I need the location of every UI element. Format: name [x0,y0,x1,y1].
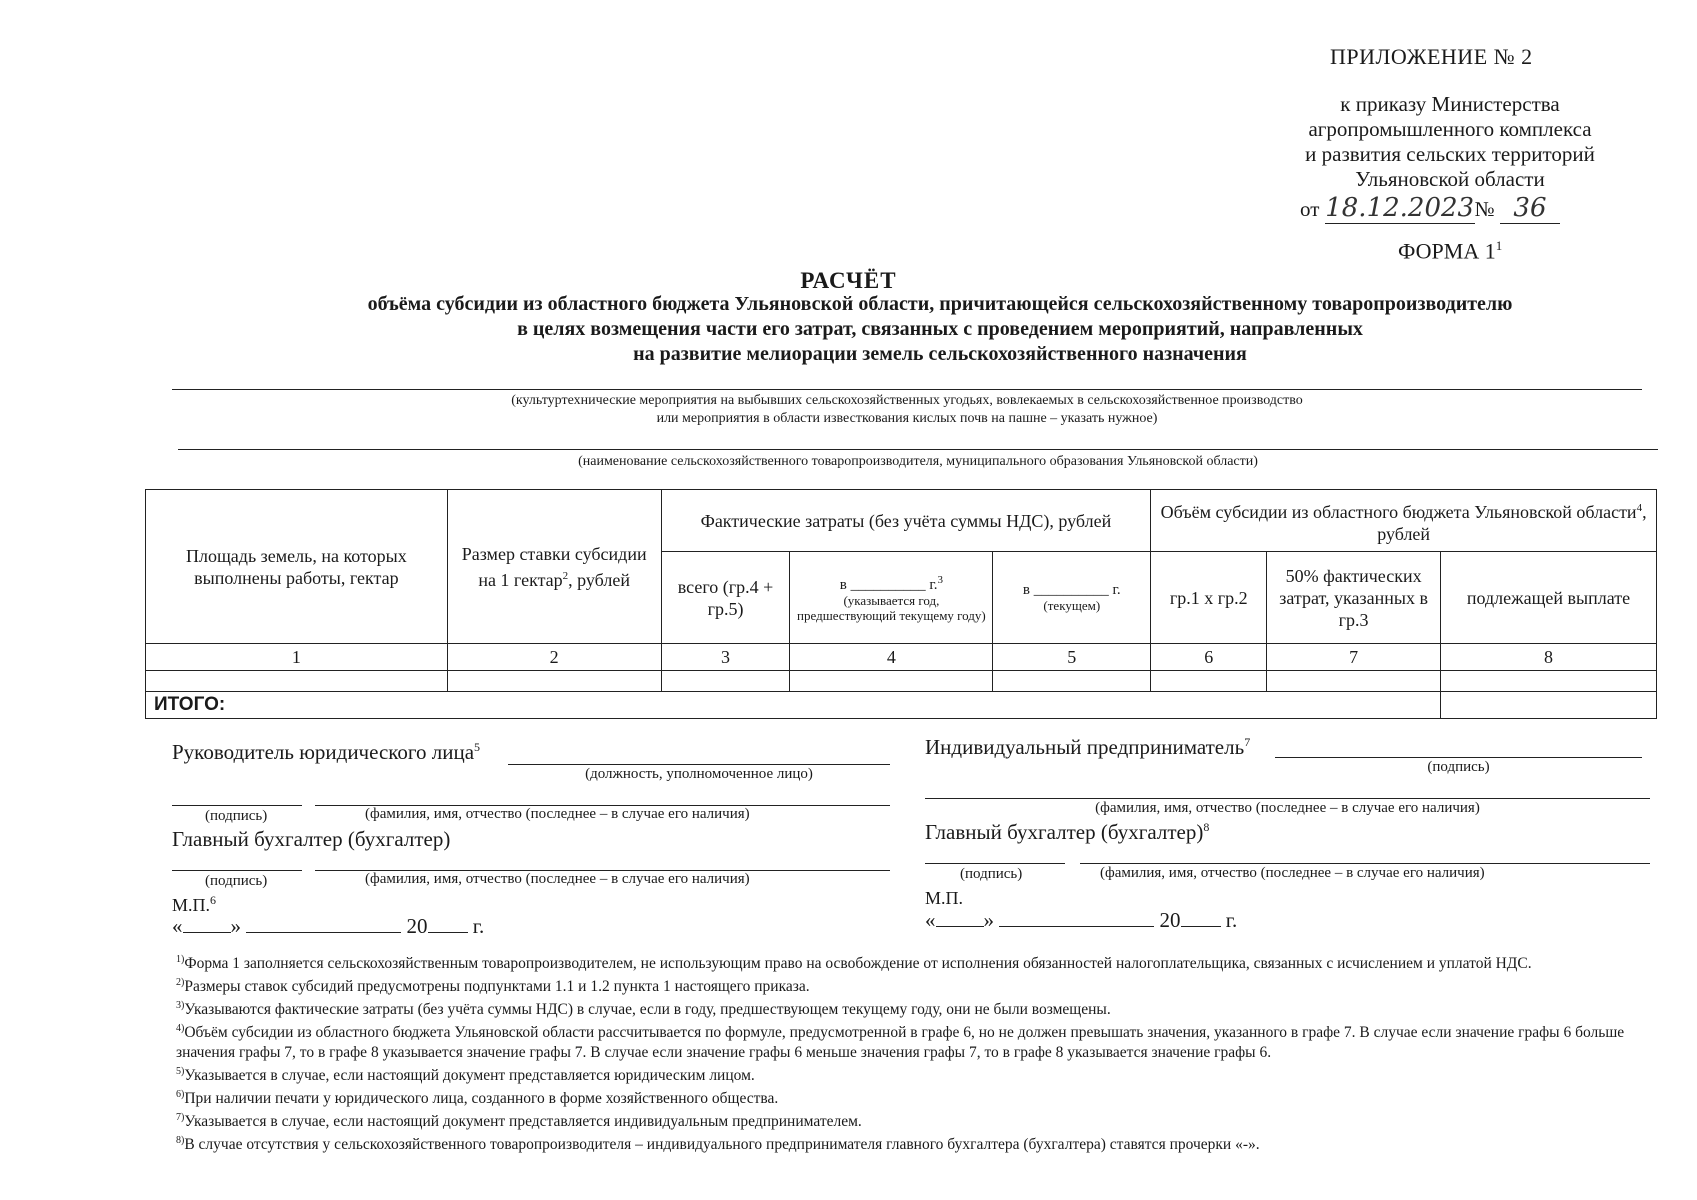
cell-prev-year-costs[interactable] [790,671,993,692]
fio-caption: (фамилия, имя, отчество (последнее – в случае его наличия) [1100,865,1485,881]
order-number-handwritten: 36 [1500,193,1560,224]
date-month-field[interactable] [246,932,401,933]
footnote-text: Объём субсидии из областного бюджета Ульяновской области рассчитывается по формуле, предусмотренной в графе 6, но не должен превышать значения, указанного в графе 7. В случае если значение графы 6 больше значения графы 7, то в графе 8 указывается значение графы 7. В случае если значение графы 6 меньше значения графы 7, то в графе 8 указывается значение графы 6. [176,1024,1625,1061]
header-formula: гр.1 х гр.2 [1151,552,1267,644]
footnote-mark: 5 [474,740,481,754]
date-year-suffix: г. [472,914,485,938]
order-date-handwritten: 18.12.2023 [1325,193,1475,223]
activity-hint-line: или мероприятия в области известкования кислых почв на пашне – указать нужное) [656,411,1158,426]
footnote-mark: 7 [1244,735,1251,749]
footnote [176,1085,1666,1108]
date-year-suffix: г. [1225,908,1238,932]
prev-year-hint: (указывается год, предшествующий текущему году) [797,592,986,623]
fio-caption: (фамилия, имя, отчество (последнее – в случае его наличия) [1095,800,1480,816]
date-quote-close: » [230,914,241,938]
footnote-number: 7) [176,1111,185,1123]
signature-caption: (подпись) [205,873,268,889]
producer-field-hint: (наименование сельскохозяйственного товаропроизводителя, муниципального образования Ульяновской области) [578,454,1258,469]
cell-area[interactable] [146,671,448,692]
date-day-field[interactable] [183,932,231,933]
cell-total-to-pay[interactable] [1441,692,1657,719]
accountant-signature-line[interactable] [172,870,302,871]
footnote-number: 8) [176,1135,185,1147]
subsidy-calculation-table [145,489,1657,719]
form-label [1398,238,1502,264]
footnote-text: Форма 1 заполняется сельскохозяйственным товаропроизводителем, не использующим право на освобождение от исполнения обязанностей налогоплательщика, связанных с исчислением и уплатой НДС. [184,955,1532,973]
header-rate-unit: , рублей [568,569,630,590]
signature-caption: (подпись) [1427,759,1490,775]
entrepreneur-fio-line[interactable] [925,798,1650,799]
entrepreneur-accountant-fio-line[interactable] [1080,863,1650,864]
fio-caption: (фамилия, имя, отчество (последнее – в случае его наличия) [365,806,750,822]
order-reference [1260,92,1640,192]
footnotes [176,950,1666,1154]
date-quote-open: « [925,908,936,932]
document-title: РАСЧЁТ [800,268,897,293]
entrepreneur-text: Индивидуальный предприниматель [925,735,1245,759]
footnote [176,973,1666,996]
footnote-mark: 6 [210,893,217,907]
header-prev-year-costs [790,552,993,644]
date-quote-open: « [172,914,183,938]
legal-entity-head-label [172,740,480,765]
column-number: 6 [1151,644,1267,671]
footnote [176,950,1666,973]
activity-field-line[interactable] [172,389,1642,390]
order-line: к приказу Министерства [1340,92,1560,116]
footnote-text: В случае отсутствия у сельскохозяйственного товаропроизводителя – индивидуального предпринимателя главного бухгалтера (бухгалтера) ставятся прочерки «-». [184,1136,1260,1154]
footnote-number: 3) [176,1000,185,1012]
order-date-line [1300,193,1560,224]
cell-total-costs[interactable] [661,671,790,692]
cell-fifty-percent[interactable] [1267,671,1441,692]
footnote-mark: 8 [1203,820,1210,834]
order-number-prefix: № [1474,197,1495,221]
document-subtitle [200,292,1680,367]
footnote-number: 6) [176,1088,185,1100]
header-rate-text: Размер ставки субсидии на 1 гектар [461,543,647,590]
seal-label [172,893,216,916]
prev-year-field: в __________ г. [839,576,938,593]
header-fifty-percent: 50% фактических затрат, указанных в гр.3 [1267,552,1441,644]
position-field-line[interactable] [508,764,890,765]
entrepreneur-label [925,735,1250,760]
date-quote-close: » [983,908,994,932]
chief-accountant-text: Главный бухгалтер (бухгалтер) [925,820,1204,844]
footnote-number: 1) [176,954,185,965]
entrepreneur-chief-accountant-label [925,820,1209,845]
header-subsidy-volume [1151,490,1657,552]
header-to-pay: подлежащей выплате [1441,552,1657,644]
footnote-text: Размеры ставок субсидий предусмотрены подпунктами 1.1 и 1.2 пункта 1 настоящего приказа. [184,978,810,996]
producer-field-line[interactable] [178,449,1658,450]
entrepreneur-accountant-signature-line[interactable] [925,863,1065,864]
date-day-field[interactable] [936,926,984,927]
seal-text: М.П. [172,895,211,915]
column-number: 1 [146,644,448,671]
date-year-prefix: 20 [1159,908,1181,932]
subtitle-line: в целях возмещения части его затрат, связанных с проведением мероприятий, направленных [517,318,1363,340]
chief-accountant-label: Главный бухгалтер (бухгалтер) [172,827,451,851]
column-number: 7 [1267,644,1441,671]
entrepreneur-signature-line[interactable] [1275,757,1642,758]
footnote [176,1108,1666,1131]
subtitle-line: объёма субсидии из областного бюджета Ульяновской области, причитающейся сельскохозяйственному товаропроизводителю [367,293,1513,315]
cell-to-pay[interactable] [1441,671,1657,692]
order-line: Ульяновской области [1355,167,1545,191]
seal-label-right: М.П. [925,888,964,908]
footnote [176,1019,1666,1061]
header-total-costs: всего (гр.4 + гр.5) [661,552,790,644]
footnote-text: Указывается в случае, если настоящий документ представляется индивидуальным предпринимателем. [184,1113,862,1131]
head-signature-line[interactable] [172,805,302,806]
fio-caption: (фамилия, имя, отчество (последнее – в случае его наличия) [365,871,750,887]
footnote-text: Указываются фактические затраты (без учёта суммы НДС) в случае, если в году, предшествующем текущему году, они не были возмещены. [184,1001,1111,1019]
position-field-caption: (должность, уполномоченное лицо) [585,766,813,782]
cell-current-year-costs[interactable] [993,671,1151,692]
order-line: и развития сельских территорий [1305,142,1595,166]
signature-caption: (подпись) [960,866,1023,882]
cell-rate[interactable] [447,671,661,692]
header-actual-costs: Фактические затраты (без учёта суммы НДС), рублей [661,490,1151,552]
header-current-year-costs [993,552,1151,644]
date-year-field[interactable] [1181,926,1221,927]
total-row [146,692,1657,719]
header-rate [447,490,661,644]
footnote [176,1131,1666,1154]
footnote-number: 4) [176,1023,185,1035]
column-number: 8 [1441,644,1657,671]
footnote-number: 2) [176,977,185,989]
column-number: 4 [790,644,993,671]
header-subsidy-unit: , рублей [1377,501,1647,544]
order-line: агропромышленного комплекса [1308,117,1592,141]
legal-entity-head-text: Руководитель юридического лица [172,740,475,764]
footnote-text: При наличии печати у юридического лица, созданного в форме хозяйственного общества. [184,1089,779,1107]
data-row [146,671,1657,692]
form-label-text: ФОРМА 1 [1398,238,1496,264]
date-field-left [172,914,484,939]
date-month-field[interactable] [999,926,1154,927]
order-from-prefix: от [1300,197,1320,221]
footnote [176,996,1666,1019]
footnote-text: Указывается в случае, если настоящий документ представляется юридическим лицом. [184,1066,755,1084]
activity-field-hint [172,392,1642,428]
total-label: ИТОГО: [146,692,1441,719]
column-number: 2 [447,644,661,671]
current-year-field: в __________ г. [1022,581,1121,598]
footnote-mark: 3 [937,573,944,586]
footnote [176,1062,1666,1085]
footnote-mark: 4 [1636,501,1643,514]
footnote-number: 5) [176,1065,185,1077]
column-numbers-row [146,644,1657,671]
form-label-footnote-mark: 1 [1495,238,1503,253]
subtitle-line: на развитие мелиорации земель сельскохозяйственного назначения [633,343,1247,365]
header-area: Площадь земель, на которых выполнены работы, гектар [146,490,448,644]
signature-caption: (подпись) [205,808,268,824]
date-year-field[interactable] [428,932,468,933]
footnote-mark: 2 [562,569,569,582]
date-field-right [925,908,1237,933]
header-subsidy-text: Объём субсидии из областного бюджета Ульяновской области [1160,501,1637,522]
date-year-prefix: 20 [406,914,428,938]
cell-formula[interactable] [1151,671,1267,692]
appendix-label: ПРИЛОЖЕНИЕ № 2 [1330,44,1533,69]
column-number: 3 [661,644,790,671]
column-number: 5 [993,644,1151,671]
current-year-hint: (текущем) [1043,597,1101,613]
activity-hint-line: (культуртехнические мероприятия на выбывших сельскохозяйственных угодьях, вовлекаемых в сельскохозяйственное производство [511,393,1303,408]
